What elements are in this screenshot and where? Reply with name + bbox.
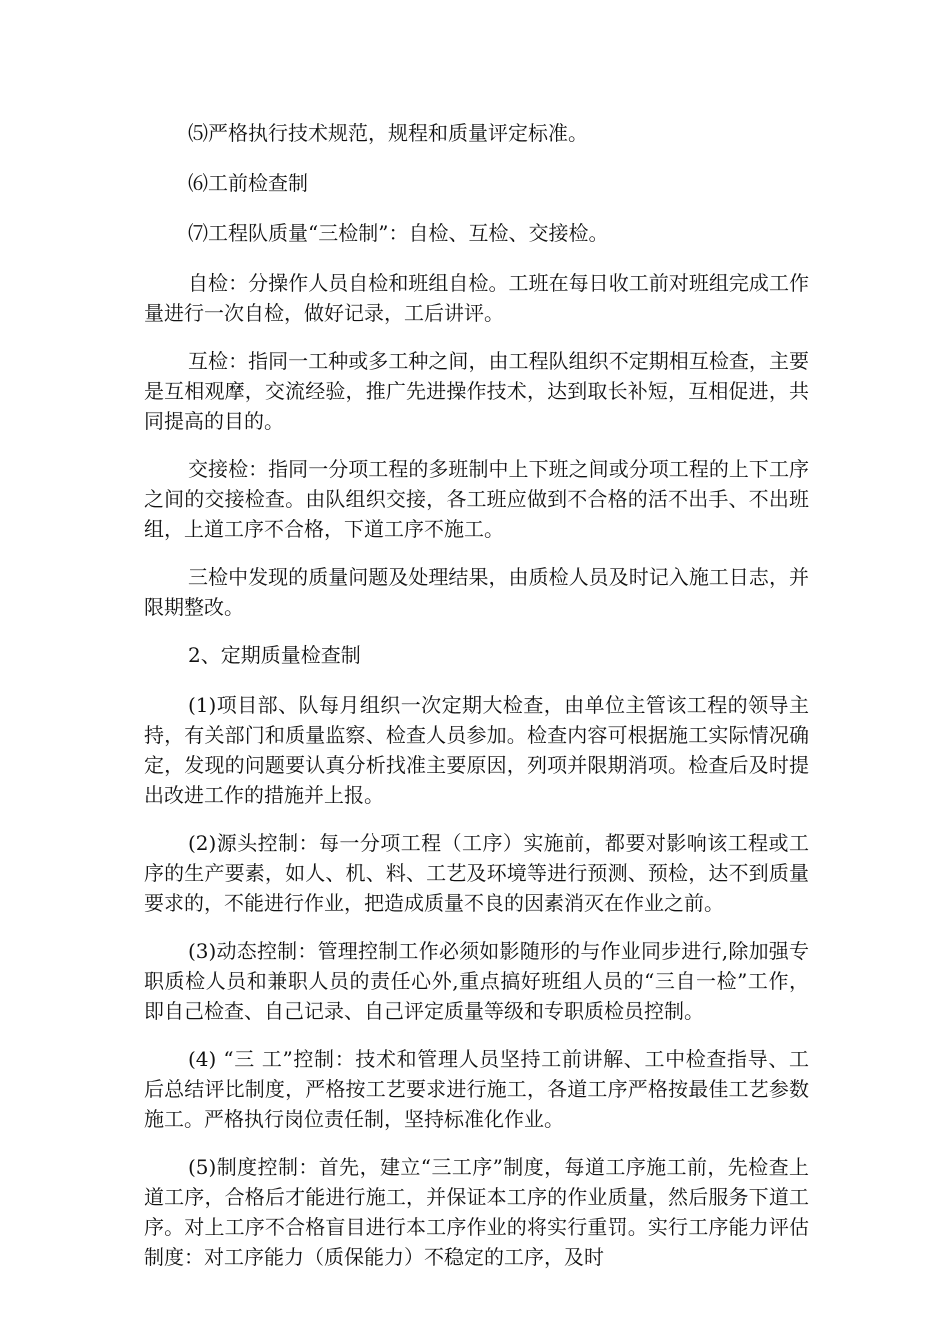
clause-7-three-inspections: ⑺工程队质量“三检制”：自检、互检、交接检。 (188, 221, 609, 245)
inspection-results-paragraph: 三检中发现的质量问题及处理结果，由质检人员及时记入施工日志，并限期整改。 (144, 565, 809, 619)
item-3-dynamic-control: (3)动态控制：管理控制工作必须如影随形的与作业同步进行,除加强专职质检人员和兼职人员的责任心外,重点搞好班组人员的“三自一检”工作，即自己检查、自己记录、自己评定质量等级和专职质检员控制。 (144, 939, 809, 1023)
mutual-inspection-paragraph: 互检：指同一工种或多工种之间，由工程队组织不定期相互检查，主要是互相观摩，交流经验，推广先进操作技术，达到取长补短，互相促进，共同提高的目的。 (144, 349, 809, 433)
document-body (144, 118, 809, 1290)
section-heading-regular-inspection: 2、定期质量检查制 (188, 643, 361, 667)
clause-6-pre-work-inspection: ⑹工前检查制 (188, 171, 308, 195)
item-4-three-work-control: (4) “三 工”控制：技术和管理人员坚持工前讲解、工中检查指导、工后总结评比制度，严格按工艺要求进行施工，各道工序严格按最佳工艺参数施工。严格执行岗位责任制，坚持标准化作业。 (144, 1047, 809, 1131)
self-inspection-paragraph: 自检：分操作人员自检和班组自检。工班在每日收工前对班组完成工作量进行一次自检，做好记录，工后讲评。 (144, 271, 809, 325)
clause-5-standards: ⑸严格执行技术规范，规程和质量评定标准。 (188, 121, 588, 145)
handover-inspection-paragraph: 交接检：指同一分项工程的多班制中上下班之间或分项工程的上下工序之间的交接检查。由队组织交接，各工班应做到不合格的活不出手、不出班组，上道工序不合格，下道工序不施工。 (144, 457, 809, 541)
item-2-source-control: (2)源头控制：每一分项工程（工序）实施前，都要对影响该工程或工序的生产要素，如人、机、料、工艺及环境等进行预测、预检，达不到质量要求的，不能进行作业，把造成质量不良的因素消灭在作业之前。 (144, 831, 809, 915)
item-1-monthly-inspection: (1)项目部、队每月组织一次定期大检查，由单位主管该工程的领导主持，有关部门和质量监察、检查人员参加。检查内容可根据施工实际情况确定，发现的问题要认真分析找准主要原因，列项并限期消项。检查后及时提出改进工作的措施并上报。 (144, 693, 809, 807)
item-5-system-control: (5)制度控制：首先，建立“三工序”制度，每道工序施工前，先检查上道工序，合格后才能进行施工，并保证本工序的作业质量，然后服务下道工序。对上工序不合格盲目进行本工序作业的将实行重罚。实行工序能力评估制度：对工序能力（质保能力）不稳定的工序，及时 (144, 1155, 809, 1269)
